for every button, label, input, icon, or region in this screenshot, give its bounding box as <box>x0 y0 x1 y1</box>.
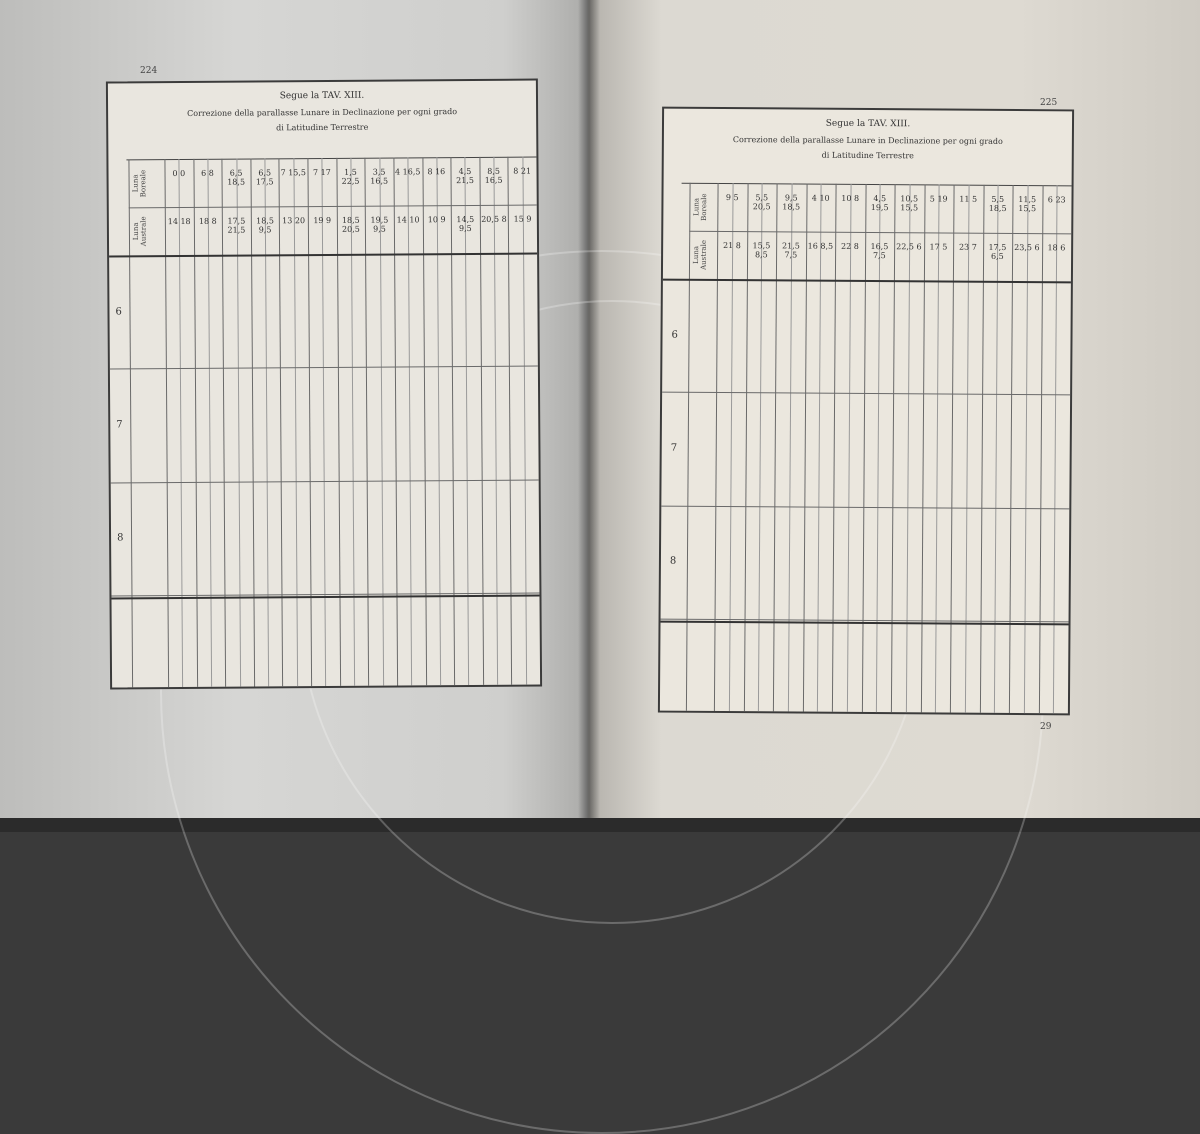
right-table-title: Segue la TAV. XIII. <box>825 118 911 130</box>
column-header-australe: 17 5 <box>929 242 948 252</box>
column-header-boreale: 4,5 19,5 <box>870 194 889 213</box>
right-table-subtitle: Correzione della parallasse Lunare in Declinazione per ogni grado <box>732 135 1003 147</box>
column-header-australe: 14 10 <box>396 215 420 225</box>
column-header-boreale: 5,5 18,5 <box>988 194 1007 214</box>
row-rule <box>129 205 537 209</box>
subcolumn-rule <box>758 183 763 711</box>
subcolumn-rule <box>994 185 999 713</box>
column-header-boreale: 6,5 18,5 <box>227 168 246 187</box>
column-rule <box>422 157 427 685</box>
column-rule <box>832 184 837 712</box>
column-header-australe: 10 9 <box>427 215 446 225</box>
left-table-heading <box>108 81 536 137</box>
column-header-australe: 18,5 9,5 <box>256 216 274 235</box>
column-header-boreale: 6,5 17,5 <box>255 168 274 187</box>
row-label-australe: Luna Australe <box>692 239 708 270</box>
subcolumn-rule <box>522 157 527 685</box>
subcolumn-rule <box>265 158 270 686</box>
column-header-boreale: 8,5 16,5 <box>484 166 503 186</box>
column-header-boreale: 8 16 <box>427 167 446 177</box>
column-header-boreale: 0 0 <box>172 168 186 179</box>
column-header-australe: 17,5 6,5 <box>988 242 1007 262</box>
latitude-label: 8 <box>117 532 124 544</box>
subcolumn-rule <box>935 185 940 713</box>
row-rule <box>662 392 1070 396</box>
subcolumn-rule <box>179 159 184 687</box>
column-rule <box>393 158 398 686</box>
subcolumn-rule <box>436 157 441 685</box>
subcolumn-rule <box>788 183 793 711</box>
right-table-sheet <box>658 107 1074 716</box>
column-rule <box>279 158 284 686</box>
column-header-boreale: 10 8 <box>841 193 860 203</box>
subcolumn-rule <box>493 157 498 685</box>
row-rule <box>663 279 1071 284</box>
column-rule <box>1038 185 1043 713</box>
subcolumn-rule <box>1024 185 1029 713</box>
column-header-australe: 23,5 6 <box>1014 243 1040 253</box>
column-header-boreale: 4 16,5 <box>394 167 421 177</box>
subcolumn-rule <box>906 184 911 712</box>
left-table-grid <box>108 157 540 688</box>
column-header-boreale: 1,5 22,5 <box>341 167 360 187</box>
column-header-boreale: 11,5 15,5 <box>1018 195 1037 214</box>
latitude-label: 7 <box>670 442 678 454</box>
column-rule <box>950 185 955 713</box>
column-header-boreale: 6 8 <box>201 168 214 178</box>
column-rule <box>714 183 719 711</box>
row-label-boreale: Luna Boreale <box>692 193 709 221</box>
left-table-title: Segue la TAV. XIII. <box>279 90 365 102</box>
column-rule <box>802 184 807 712</box>
column-rule <box>920 184 925 712</box>
column-header-boreale: 9 5 <box>725 193 739 203</box>
subcolumn-rule <box>236 159 241 687</box>
column-rule <box>164 159 169 687</box>
column-header-australe: 13 20 <box>282 216 306 226</box>
subcolumn-rule <box>379 158 384 686</box>
column-rule <box>365 158 370 686</box>
column-rule <box>743 183 748 711</box>
row-label-australe: Luna Australe <box>131 216 148 247</box>
column-rule <box>250 159 255 687</box>
column-header-boreale: 9,5 18,5 <box>782 193 801 212</box>
column-header-australe: 18 8 <box>198 216 217 226</box>
subcolumn-rule <box>817 184 822 712</box>
subcolumn-rule <box>322 158 327 686</box>
column-rule <box>861 184 866 712</box>
subcolumn-rule <box>876 184 881 712</box>
column-header-boreale: 8 21 <box>513 166 532 176</box>
column-header-australe: 15 9 <box>513 214 532 224</box>
column-header-australe: 18,5 20,5 <box>341 215 360 235</box>
left-table-subtitle2: di Latitudine Terrestre <box>276 122 369 133</box>
column-header-boreale: 5 19 <box>929 194 948 204</box>
subcolumn-rule <box>729 183 734 711</box>
subcolumn-rule <box>408 157 413 685</box>
book-gutter <box>578 0 600 832</box>
row-label-boreale: Luna Boreale <box>131 169 148 197</box>
column-rule <box>479 157 484 685</box>
column-rule <box>773 183 778 711</box>
column-header-boreale: 6 23 <box>1047 195 1066 205</box>
column-rule <box>686 183 691 711</box>
left-table-sheet <box>106 78 542 689</box>
column-header-boreale: 3,5 16,5 <box>370 167 389 186</box>
column-header-boreale: 7 15,5 <box>280 168 307 178</box>
column-header-australe: 16,5 7,5 <box>870 242 889 261</box>
column-header-australe: 16 8,5 <box>807 241 834 251</box>
column-rule <box>307 158 312 686</box>
column-rule <box>222 159 227 687</box>
column-rule <box>979 185 984 713</box>
subcolumn-rule <box>965 185 970 713</box>
latitude-label: 6 <box>115 306 122 318</box>
subcolumn-rule <box>350 158 355 686</box>
subcolumn-rule <box>1053 185 1058 713</box>
right-table-heading <box>664 109 1072 165</box>
column-rule <box>451 157 456 685</box>
column-header-australe: 23 7 <box>958 242 977 252</box>
column-rule <box>891 184 896 712</box>
subcolumn-rule <box>847 184 852 712</box>
latitude-label: 6 <box>671 329 678 341</box>
column-rule <box>508 157 513 685</box>
latitude-label: 8 <box>669 555 677 568</box>
column-header-australe: 15,5 8,5 <box>752 241 771 260</box>
book-bottom-edge <box>0 818 1200 832</box>
column-rule <box>1009 185 1014 713</box>
column-header-boreale: 11 5 <box>959 194 978 204</box>
column-header-australe: 14 18 <box>167 216 191 227</box>
column-header-australe: 21 8 <box>722 240 741 251</box>
right-table-subtitle2: di Latitudine Terrestre <box>821 150 914 161</box>
row-rule <box>661 505 1069 509</box>
column-header-australe: 20,5 8 <box>481 214 507 224</box>
subcolumn-rule <box>465 157 470 685</box>
column-header-boreale: 4 10 <box>811 193 830 203</box>
column-header-boreale: 4,5 21,5 <box>456 166 474 186</box>
latitude-label: 7 <box>116 419 123 431</box>
column-header-boreale: 7 17 <box>312 167 331 178</box>
column-header-australe: 22 8 <box>840 241 859 251</box>
column-header-australe: 17,5 21,5 <box>227 216 246 235</box>
subcolumn-rule <box>293 158 298 686</box>
subcolumn-rule <box>207 159 212 687</box>
column-header-australe: 22,5 6 <box>896 242 922 252</box>
right-table-grid <box>660 183 1072 714</box>
left-page-number: 224 <box>140 66 158 76</box>
left-table-subtitle: Correzione della parallasse Lunare in Declinazione per ogni grado <box>187 107 458 119</box>
column-rule <box>193 159 198 687</box>
column-header-australe: 21,5 7,5 <box>781 241 800 260</box>
right-footer-mark: 29 <box>1040 722 1052 732</box>
column-header-australe: 18 6 <box>1047 243 1066 253</box>
column-header-boreale: 5,5 20,5 <box>752 193 771 212</box>
column-rule <box>336 158 341 686</box>
column-header-australe: 19 9 <box>313 215 332 226</box>
column-header-boreale: 10,5 15,5 <box>900 194 919 213</box>
right-page-number: 225 <box>1040 98 1058 108</box>
column-header-australe: 14,5 9,5 <box>456 214 475 234</box>
column-header-australe: 19,5 9,5 <box>370 215 389 234</box>
